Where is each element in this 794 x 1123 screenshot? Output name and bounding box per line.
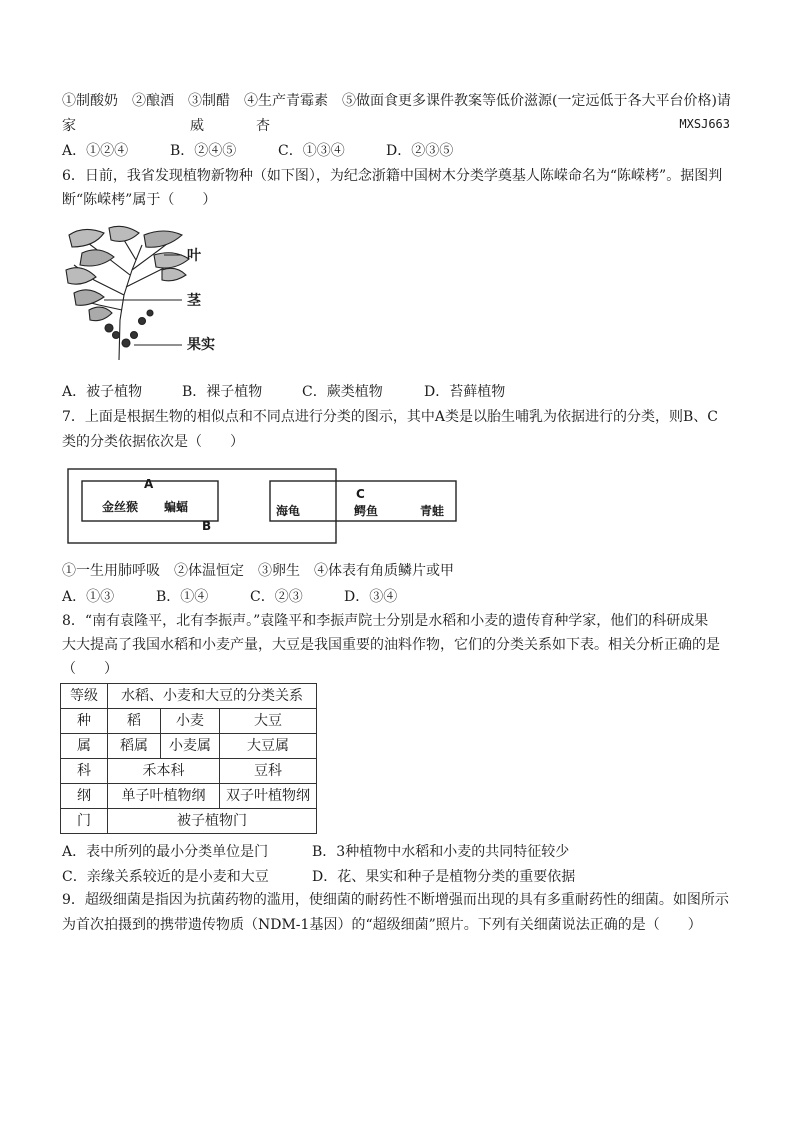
animal-label: 鳄鱼 xyxy=(354,504,379,518)
classification-table xyxy=(60,683,317,834)
animal-label: 海龟 xyxy=(276,504,301,518)
animal-label: 青蛙 xyxy=(420,504,445,518)
label-a: A xyxy=(144,477,154,491)
label-c: C xyxy=(356,487,365,501)
q7-items-line: ①一生用肺呼吸 ②体温恒定 ③卵生 ④体表有角质鳞片或甲 xyxy=(62,563,454,579)
classification-figure xyxy=(66,467,466,547)
option-a: A．被子植物 xyxy=(62,384,143,400)
table-cell: 小麦属 xyxy=(161,734,220,759)
option-a: A．①②④ xyxy=(62,143,129,159)
table-row xyxy=(61,684,317,709)
q7-stem-line2: 类的分类依据依次是（ ） xyxy=(62,434,244,450)
plant-figure xyxy=(64,225,234,360)
option-b: B．裸子植物 xyxy=(182,384,263,400)
q8-stem-line1: 8．“南有袁隆平，北有李振声。”袁隆平和李振声院士分别是水稻和小麦的遗传育种学家，他们的科研成果 xyxy=(62,613,709,629)
ad-char: 杏 xyxy=(256,118,270,134)
option-c: C．亲缘关系较近的是小麦和大豆 xyxy=(62,869,269,885)
animal-label: 蝙蝠 xyxy=(164,500,189,514)
option-b: B．①④ xyxy=(156,589,209,605)
table-row xyxy=(61,809,317,834)
table-row xyxy=(61,734,317,759)
table-cell: 大豆属 xyxy=(220,734,317,759)
option-a: A．表中所列的最小分类单位是门 xyxy=(62,844,269,860)
table-cell: 禾本科 xyxy=(108,759,220,784)
option-c: C．①③④ xyxy=(278,143,345,159)
table-cell: 豆科 xyxy=(220,759,317,784)
table-cell: 纲 xyxy=(61,784,108,809)
q5-items-line: ①制酸奶 ②酿酒 ③制醋 ④生产青霉素 ⑤做面食更多课件教案等低价滋源(一定远低于各大平台价格)请 xyxy=(62,93,731,109)
table-cell: 大豆 xyxy=(220,709,317,734)
ad-char: 威 xyxy=(190,118,204,134)
table-cell: 单子叶植物纲 xyxy=(108,784,220,809)
ad-line xyxy=(62,115,730,135)
table-row xyxy=(61,784,317,809)
fruit-label: 果实 xyxy=(187,337,215,353)
table-row xyxy=(61,709,317,734)
animal-label: 金丝猴 xyxy=(102,500,139,514)
q6-stem-line2: 断“陈嵘栲”属于（ ） xyxy=(62,192,217,208)
table-row xyxy=(61,759,317,784)
option-b: B．②④⑤ xyxy=(170,143,237,159)
table-cell: 稻 xyxy=(108,709,161,734)
option-c: C．②③ xyxy=(250,589,303,605)
table-cell: 科 xyxy=(61,759,108,784)
option-d: D．②③⑤ xyxy=(386,143,454,159)
leaf-label: 叶 xyxy=(187,248,201,264)
table-cell: 稻属 xyxy=(108,734,161,759)
table-cell: 小麦 xyxy=(161,709,220,734)
stem-label: 茎 xyxy=(187,293,201,309)
q6-stem-line1: 6．日前，我省发现植物新物种（如下图），为纪念浙籍中国树木分类学奠基人陈嵘命名为“陈嵘栲”。据图判 xyxy=(62,168,723,184)
option-c: C．蕨类植物 xyxy=(302,384,383,400)
ad-code: MXSJ663 xyxy=(679,117,730,131)
q7-stem-line1: 7．上面是根据生物的相似点和不同点进行分类的图示，其中A类是以胎生哺乳为依据进行的分类，则B、C xyxy=(62,409,719,425)
table-cell: 种 xyxy=(61,709,108,734)
table-cell: 门 xyxy=(61,809,108,834)
table-cell: 被子植物门 xyxy=(108,809,317,834)
option-d: D．③④ xyxy=(344,589,398,605)
table-cell: 双子叶植物纲 xyxy=(220,784,317,809)
table-cell: 等级 xyxy=(61,684,108,709)
q8-stem-line2: 大大提高了我国水稻和小麦产量，大豆是我国重要的油料作物，它们的分类关系如下表。相关分析正确的是 xyxy=(62,637,720,653)
q9-stem-line2: 为首次拍摄到的携带遗传物质（NDM-1基因）的“超级细菌”照片。下列有关细菌说法正确的是（ ） xyxy=(62,917,702,933)
option-d: D．花、果实和种子是植物分类的重要依据 xyxy=(312,869,576,885)
option-b: B．3种植物中水稻和小麦的共同特征较少 xyxy=(312,844,570,860)
label-b: B xyxy=(202,519,212,533)
q8-stem-line3: （ ） xyxy=(62,661,118,677)
table-cell: 属 xyxy=(61,734,108,759)
option-a: A．①③ xyxy=(62,589,115,605)
q9-stem-line1: 9．超级细菌是指因为抗菌药物的滥用，使细菌的耐药性不断增强而出现的具有多重耐药性的细菌。如图所示 xyxy=(62,892,729,908)
option-d: D．苔藓植物 xyxy=(424,384,506,400)
ad-char: 家 xyxy=(62,118,76,134)
table-cell: 水稻、小麦和大豆的分类关系 xyxy=(108,684,317,709)
